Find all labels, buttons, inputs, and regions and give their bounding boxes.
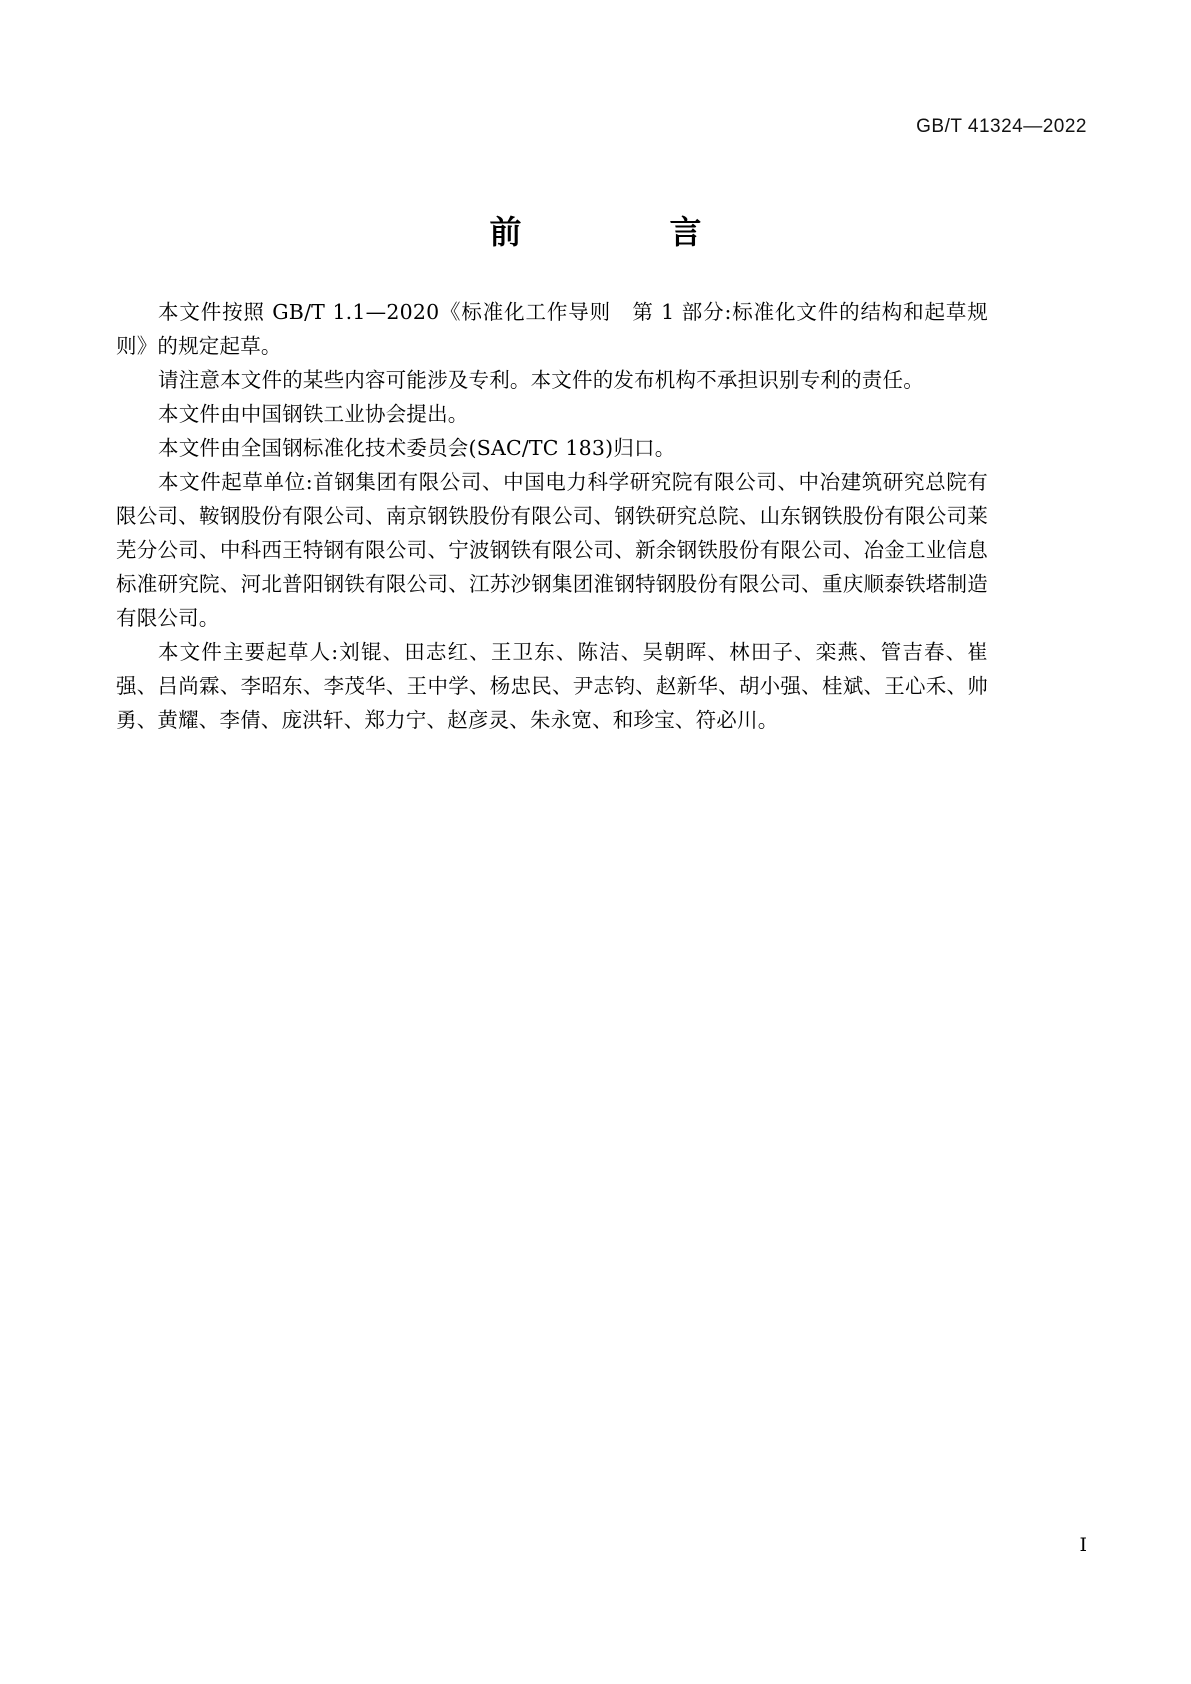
page-header-standard-code: GB/T 41324—2022 (916, 116, 1087, 137)
page-number: Ⅰ (1079, 1534, 1087, 1556)
page-title: 前 言 (489, 213, 730, 251)
paragraph: 请注意本文件的某些内容可能涉及专利。本文件的发布机构不承担识别专利的责任。 (158, 368, 924, 392)
paragraph: 本文件主要起草人:刘锟、田志红、王卫东、陈洁、吴朝晖、林田子、栾燕、管吉春、崔强、吕尚霖、李昭东、李茂华、王中学、杨忠民、尹志钧、赵新华、胡小强、桂斌、王心禾、帅勇、黄耀、李倩、庞洪轩、郑力宁、赵彦灵、朱永宽、和珍宝、符必川。 (116, 640, 988, 732)
paragraph: 本文件起草单位:首钢集团有限公司、中国电力科学研究院有限公司、中冶建筑研究总院有限公司、鞍钢股份有限公司、南京钢铁股份有限公司、钢铁研究总院、山东钢铁股份有限公司莱芜分公司、中科西王特钢有限公司、宁波钢铁有限公司、新余钢铁股份有限公司、冶金工业信息标准研究院、河北普阳钢铁有限公司、江苏沙钢集团淮钢特钢股份有限公司、重庆顺泰铁塔制造有限公司。 (116, 470, 988, 630)
paragraph: 本文件按照 GB/T 1.1—2020《标准化工作导则 第 1 部分:标准化文件的结构和起草规则》的规定起草。 (116, 300, 988, 358)
paragraph: 本文件由中国钢铁工业协会提出。 (158, 402, 469, 426)
paragraph: 本文件由全国钢标准化技术委员会(SAC/TC 183)归口。 (158, 436, 676, 460)
foreword-body (116, 295, 988, 737)
